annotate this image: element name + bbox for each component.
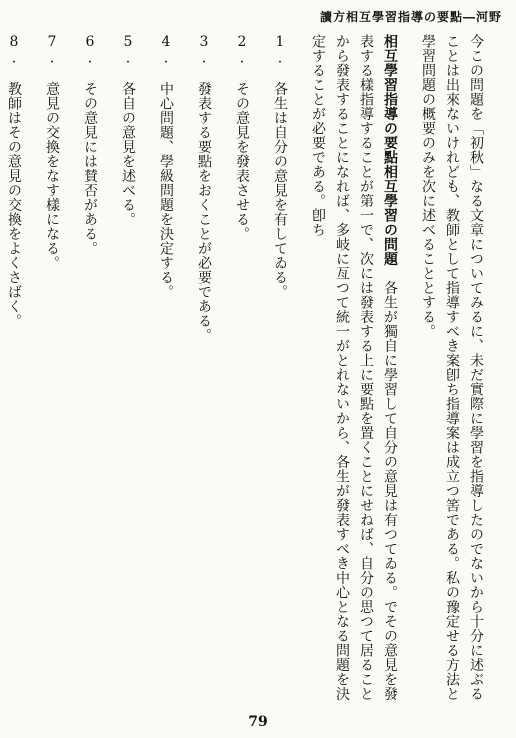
list-item: 5. 各自の意見を述べる。 [120, 34, 136, 227]
running-title: 讀方相互學習指導の要點―河野 [319, 10, 502, 24]
list-item: 8. 教師はその意見の交換をよくさばく。 [6, 34, 22, 328]
running-header [320, 8, 502, 25]
section-heading: 相互學習指導の要點相互學習の問題 [382, 34, 398, 266]
list-item: 2. その意見を發表させる。 [234, 34, 250, 241]
section-paragraph [306, 34, 416, 704]
page-number: 79 [248, 714, 268, 730]
list-item: 4. 中心問題、學級問題を決定する。 [158, 34, 174, 299]
section-text: 各生が獨自に學習して自分の意見は有つてゐる。でその意見を發表する樣指導することが第一で、次には發表する上に要點を置くことにせねば、自分の思つて居ることから發表することになれば、多岐に亙つて統一がとれないから、各生が發表すべき中心となる問題を決定することが必要である。卽ち [310, 34, 398, 701]
vertical-text-body [6, 34, 502, 704]
paragraph: 今この問題を「初秋」なる文章についてみるに、未だ實際に學習を指導したのでないから十分に述ぶることは出來ないけれども、教師として指導すべき案卽ち指導案は成立つ筈である。私の豫定せる方法と學習問題の概要のみを次に述べることとする。 [420, 34, 484, 701]
list-item: 6. その意見には賛否がある。 [82, 34, 98, 256]
list-item: 1. 各生は自分の意見を有してゐる。 [272, 34, 288, 299]
list-item: 3. 發表する要點をおくことが必要である。 [196, 34, 212, 343]
list-item: 7. 意見の交換をなす樣になる。 [44, 34, 60, 270]
